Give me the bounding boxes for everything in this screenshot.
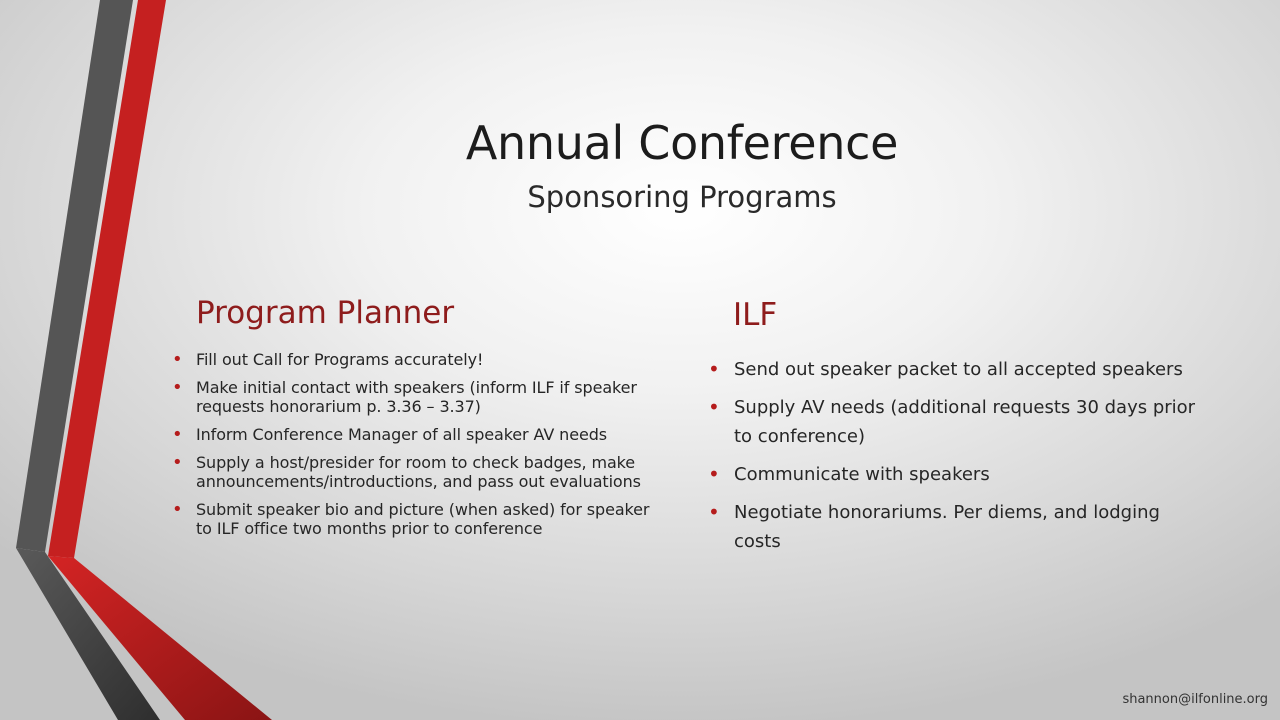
ilf-list: [708, 355, 1208, 565]
list-item: • Send out speaker packet to all accepted speakers: [708, 355, 1208, 384]
program-planner-heading: Program Planner: [196, 295, 455, 331]
list-item: • Negotiate honorariums. Per diems, and lodging costs: [708, 500, 1160, 552]
bullet-icon: •: [172, 349, 183, 370]
bullet-icon: •: [708, 395, 720, 419]
ilf-heading: ILF: [733, 297, 778, 333]
list-item: • Inform Conference Manager of all speaker AV needs: [172, 424, 607, 445]
bullet-icon: •: [708, 462, 720, 486]
slide-title: Annual Conference: [465, 116, 899, 170]
bullet-icon: •: [172, 377, 183, 398]
program-planner-list: [172, 350, 658, 547]
footer-email[interactable]: shannon@ilfonline.org: [1122, 692, 1268, 707]
bullet-icon: •: [708, 500, 720, 524]
slide-subtitle: Sponsoring Programs: [527, 180, 837, 214]
list-item: • Communicate with speakers: [708, 460, 1208, 489]
list-item: • Fill out Call for Programs accurately!: [172, 349, 484, 370]
bullet-icon: •: [708, 357, 720, 381]
bullet-icon: •: [172, 452, 183, 473]
list-item: • Supply AV needs (additional requests 30 days prior to conference): [708, 395, 1196, 447]
bullet-icon: •: [172, 424, 183, 445]
bullet-icon: •: [172, 499, 183, 520]
list-item: • Submit speaker bio and picture (when asked) for speaker to ILF office two months prior to conference: [172, 499, 650, 538]
list-item: • Make initial contact with speakers (inform ILF if speaker requests honorarium p. 3.36 – 3.37): [172, 377, 637, 416]
list-item: • Supply a host/presider for room to check badges, make announcements/introductions, and pass out evaluations: [172, 452, 641, 491]
